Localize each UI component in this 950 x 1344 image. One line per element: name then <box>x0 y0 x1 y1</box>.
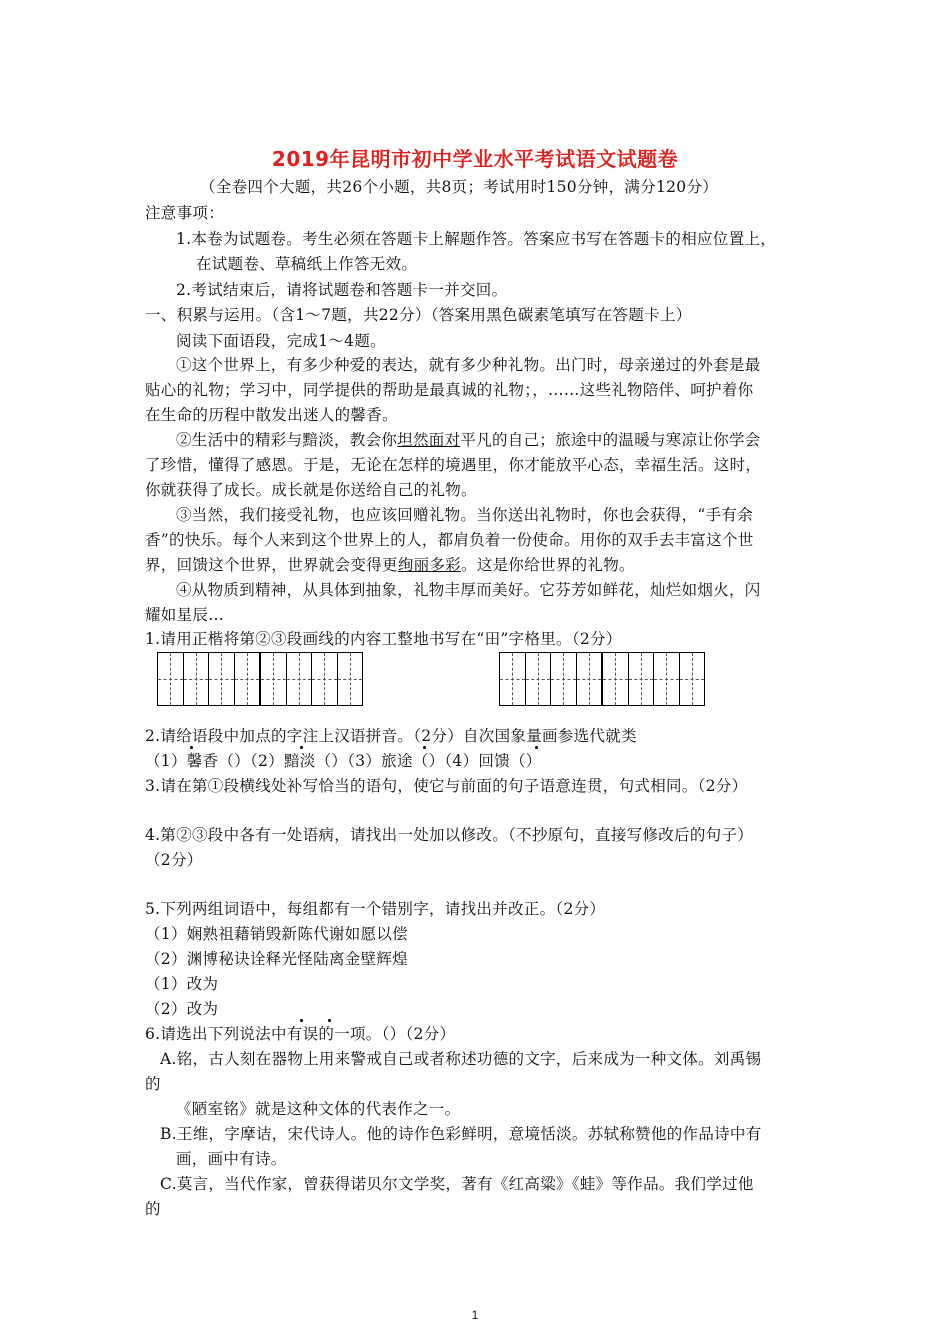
tian-cell[interactable] <box>551 652 577 706</box>
underlined-phrase-2: 绚丽多彩 <box>397 556 462 574</box>
para2-text-a: ②生活中的精彩与黯淡，教会你 <box>176 431 398 449</box>
exam-title: 2019年昆明市初中学业水平考试语文试题卷 <box>271 147 679 171</box>
para3-line2: 香”的快乐。每个人来到这个世界上的人，都肩负着一份使命。用你的双手去丰富这个世 <box>145 531 754 549</box>
option-b-cont: 画，画中有诗。 <box>176 1150 287 1168</box>
section1-heading: 一、积累与运用。（含1～7题，共22分）（答案用黑色碳素笔填写在答题卡上） <box>145 306 692 324</box>
para1-line3: 在生命的历程中散发出迷人的馨香。 <box>145 406 398 424</box>
question-4: 4.第②③段中各有一处语病，请找出一处加以修改。（不抄原句，直接写修改后的句子） <box>145 826 754 844</box>
tian-cell[interactable] <box>261 652 287 706</box>
question-1: 1.请用正楷将第②③段画线的内容工整地书写在“田”字格里。（2分） <box>145 630 622 648</box>
emphasis-dot <box>300 746 303 749</box>
tian-cell[interactable] <box>338 652 364 706</box>
question-6: 6.请选出下列说法中有误的一项。（）（2分） <box>145 1025 456 1043</box>
tian-cell[interactable] <box>312 652 338 706</box>
option-c-cont: 的 <box>145 1200 161 1218</box>
para2-line1 <box>176 429 761 451</box>
question-5-group-1: （1）娴熟祖藉销毁新陈代谢如愿以偿 <box>145 925 408 943</box>
notice-item-1-cont: 在试题卷、草稿纸上作答无效。 <box>196 255 418 273</box>
question-2: 2.请给语段中加点的字注上汉语拼音。（2分）自次国象量画参选代就类 <box>145 727 637 745</box>
reading-intro: 阅读下面语段，完成1～4题。 <box>176 332 386 350</box>
question-2-items: （1）馨香（）（2）黯淡（）（3）旅途（）（4）回馈（） <box>145 752 542 770</box>
tian-cell[interactable] <box>499 652 526 706</box>
emphasis-dot <box>328 1019 331 1022</box>
tian-grid-left[interactable] <box>157 652 363 706</box>
emphasis-dot <box>300 1019 303 1022</box>
underlined-phrase-1: 坦然面对 <box>397 431 461 449</box>
para3-line1: ③当然，我们接受礼物，也应该回赠礼物。当你送出礼物时，你也会获得，“手有余 <box>176 506 754 524</box>
notice-heading: 注意事项： <box>145 204 225 222</box>
para4-line2: 耀如星辰… <box>145 606 225 624</box>
option-a-cont: 的 <box>145 1075 161 1093</box>
option-a: A.铭，古人刻在器物上用来警戒自己或者称述功德的文字，后来成为一种文体。刘禹锡 <box>160 1050 762 1068</box>
question-5-group-2: （2）渊博秘诀诠释光怪陆离金壁辉煌 <box>145 950 408 968</box>
option-a-cont-2: 《陋室铭》就是这种文体的代表作之一。 <box>176 1100 461 1118</box>
question-3: 3.请在第①段横线处补写恰当的语句，使它与前面的句子语意连贯，句式相同。（2分） <box>145 777 748 795</box>
emphasis-dot <box>535 746 538 749</box>
tian-cell[interactable] <box>526 652 552 706</box>
notice-item-1: 1.本卷为试题卷。考生必须在答题卡上解题作答。答案应书写在答题卡的相应位置上， <box>176 230 776 248</box>
tian-cell[interactable] <box>235 652 262 706</box>
tian-cell[interactable] <box>577 652 604 706</box>
tian-cell[interactable] <box>603 652 629 706</box>
para2-line3: 你就获得了成长。成长就是你送给自己的礼物。 <box>145 481 477 499</box>
question-5: 5.下列两组词语中，每组都有一个错别字，请找出并改正。（2分） <box>145 900 606 918</box>
tian-cell[interactable] <box>184 652 210 706</box>
para3-text-b: 。这是你给世界的礼物。 <box>461 556 635 574</box>
option-b: B.王维，字摩诘，宋代诗人。他的诗作色彩鲜明，意境恬淡。苏轼称赞他的作品诗中有 <box>160 1125 762 1143</box>
tian-cell[interactable] <box>629 652 655 706</box>
para1-line2: 贴心的礼物；学习中，同学提供的帮助是最真诚的礼物；，……这些礼物陪伴、呵护着你 <box>145 381 754 399</box>
exam-subtitle: （全卷四个大题，共26个小题，共8页；考试用时150分钟，满分120分） <box>200 178 719 196</box>
tian-cell[interactable] <box>654 652 680 706</box>
tian-cell[interactable] <box>157 652 184 706</box>
para3-text-a: 界，回馈这个世界，世界就会变得更 <box>145 556 398 574</box>
tian-cell[interactable] <box>680 652 706 706</box>
para1-line1: ①这个世界上，有多少种爱的表达，就有多少种礼物。出门时，母亲递过的外套是最 <box>176 356 761 374</box>
tian-grid-right[interactable] <box>499 652 705 706</box>
para3-line3 <box>145 554 635 576</box>
para2-text-b: 平凡的自己；旅途中的温暖与寒凉让你学会 <box>460 431 761 449</box>
question-4-points: （2分） <box>145 851 203 869</box>
emphasis-dot <box>190 746 193 749</box>
notice-item-2: 2.考试结束后，请将试题卷和答题卡一并交回。 <box>176 281 508 299</box>
para4-line1: ④从物质到精神，从具体到抽象，礼物丰厚而美好。它芬芳如鲜花，灿烂如烟火，闪 <box>176 581 761 599</box>
question-5-answer-1: （1）改为 <box>145 975 219 993</box>
tian-cell[interactable] <box>209 652 235 706</box>
tian-cell[interactable] <box>287 652 313 706</box>
emphasis-dot <box>423 746 426 749</box>
para2-line2: 了珍惜，懂得了感恩。于是，无论在怎样的境遇里，你才能放平心态，幸福生活。这时， <box>145 456 762 474</box>
page-number: 1 <box>471 1308 479 1322</box>
question-5-answer-2: （2）改为 <box>145 1000 219 1018</box>
option-c: C.莫言，当代作家，曾获得诺贝尔文学奖，著有《红高粱》《蛙》等作品。我们学过他 <box>160 1175 754 1193</box>
